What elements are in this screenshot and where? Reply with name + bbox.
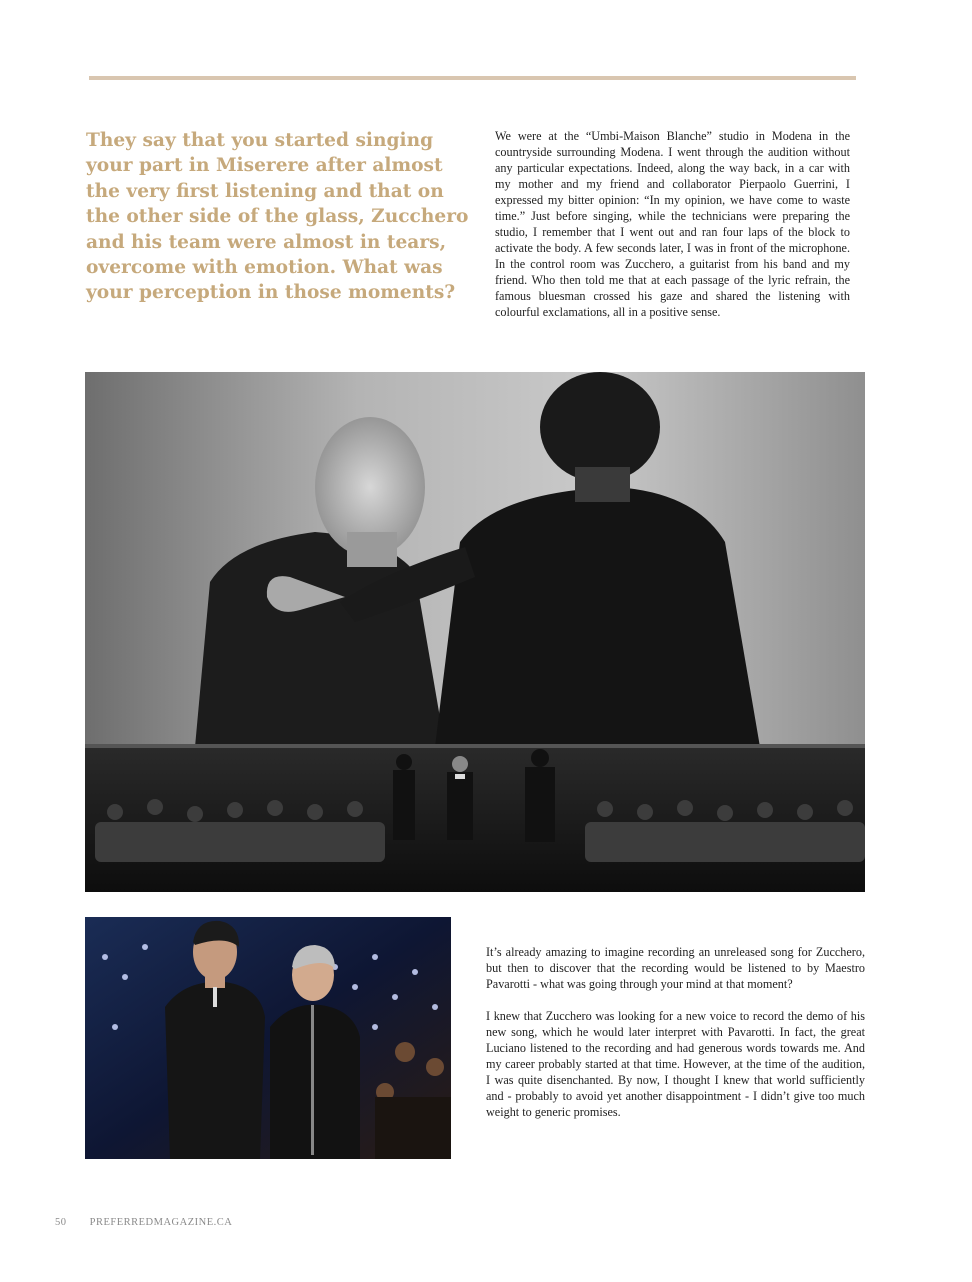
page-number: 50 — [55, 1217, 67, 1228]
answer-paragraph-1: We were at the “Umbi-Maison Blanche” studio in Modena in the countryside surrounding Modena. I went through the audition without any particular expectations. Indeed, along the way back, in a car with my mother and my friend and collaborator Pierpaolo Guerrini, I expressed my bitter opinion: “In my opinion, we have come to waste time.” Just before singing, while the technicians were preparing the studio, I remember that I went out and ran four laps of the block to activate the body. A few seconds later, I was in front of the microphone. In the control room was Zucchero, a guitarist from his band and my friend. Who then told me that at each passage of the lyric refrain, the famous bluesman crossed his gaze and shared the listening with colourful exclamations, all in a positive sense. — [495, 129, 850, 319]
top-rule — [89, 76, 856, 80]
question-paragraph-2: It’s already amazing to imagine recording an unreleased song for Zucchero, but then to discover that the recording would be listened to by Maestro Pavarotti - what was going through your mind at that moment? — [486, 945, 865, 991]
answer-paragraph-2: I knew that Zucchero was looking for a new voice to record the demo of his new song, which he would later interpret with Pavarotti. In fact, the great Luciano listened to the recording and had generous words towards me. And my career probably started at that time. However, at the time of the audition, I was quite disenchanted. By now, I thought I knew that world sufficiently and - probably to avoid yet another disappointment - I didn’t give too much weight to generic promises. — [486, 1009, 865, 1119]
concert-photo-illustration — [85, 372, 865, 892]
duet-photo — [85, 917, 451, 1159]
pull-quote-question: They say that you started singing your part in Miserere after almost the very first listening and that on the other side of the glass, Zucchero and his team were almost in tears, overcome with emotion. What was your perception in those moments? — [86, 130, 469, 304]
site-url: PREFERREDMAGAZINE.CA — [89, 1217, 233, 1228]
concert-photo — [85, 372, 865, 892]
page-footer — [55, 1217, 232, 1228]
duet-photo-illustration — [85, 917, 451, 1159]
interview-section-2 — [486, 944, 865, 1136]
